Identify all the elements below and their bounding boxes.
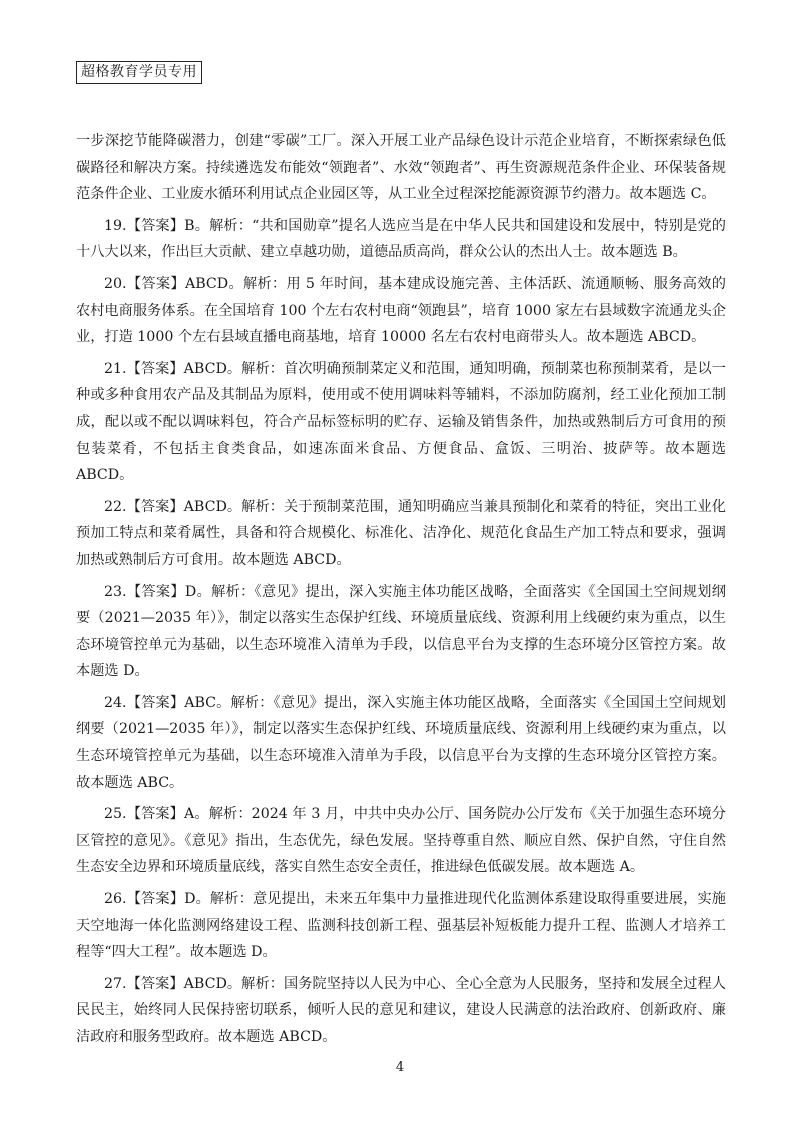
answer-20: 20.【答案】ABCD。解析：用 5 年时间，基本建成设施完善、主体活跃、流通顺畅、服务高效的农村电商服务体系。在全国培育 100 个左右农村电商“领跑县”，培育 1000 家左右县域数字流通龙头企业，打造 1000 个左右县域直播电商基地，培育 10000 名左右农村电商带头人。故本题选 ABCD。: [76, 275, 726, 346]
answer-23: 23.【答案】D。解析：《意见》提出，深入实施主体功能区战略，全面落实《全国国土空间规划纲要（2021—2035 年）》，制定以落实生态保护红线、环境质量底线、资源利用上线硬约束为重点，以生态环境管控单元为基础，以生态环境准入清单为手段，以信息平台为支撑的生态环境分区管控方案。故本题选 D。: [76, 583, 726, 680]
document-body: [76, 128, 726, 1056]
answer-22: 22.【答案】ABCD。解析：关于预制菜范围，通知明确应当兼具预制化和菜肴的特征，突出工业化预加工特点和菜肴属性，具备和符合规模化、标准化、洁净化、规范化食品生产加工特点和要求，强调加热或熟制后方可食用。故本题选 ABCD。: [76, 498, 726, 568]
page-number: 4: [395, 1060, 405, 1075]
answer-21: 21.【答案】ABCD。解析：首次明确预制菜定义和范围，通知明确，预制菜也称预制菜肴，是以一种或多种食用农产品及其制品为原料，使用或不使用调味料等辅料，不添加防腐剂，经工业化预加工制成，配以或不配以调味料包，符合产品标签标明的贮存、运输及销售条件，加热或熟制后方可食用的预包装菜肴，不包括主食类食品，如速冻面米食品、方便食品、盒饭、三明治、披萨等。故本题选 ABCD。: [76, 360, 726, 484]
answer-25: 25.【答案】A。解析：2024 年 3 月，中共中央办公厅、国务院办公厅发布《关于加强生态环境分区管控的意见》。《意见》指出，生态优先，绿色发展。坚持尊重自然、顺应自然、保护自然，守住自然生态安全边界和环境质量底线，落实自然生态安全责任，推进绿色低碳发展。故本题选 A。: [76, 806, 726, 876]
header-label: 超格教育学员专用: [76, 61, 202, 84]
answer-19: 19.【答案】B。解析：“共和国勋章”提名人选应当是在中华人民共和国建设和发展中，特别是党的十八大以来，作出巨大贡献、建立卓越功勋，道德品质高尚，群众公认的杰出人士。故本题选 B。: [76, 217, 726, 261]
answer-24: 24.【答案】ABC。解析：《意见》提出，深入实施主体功能区战略，全面落实《全国国土空间规划纲要（2021—2035 年）》，制定以落实生态保护红线、环境质量底线、资源利用上线硬约束为重点，以生态环境管控单元为基础，以生态环境准入清单为手段，以信息平台为支撑的生态环境分区管控方案。故本题选 ABC。: [76, 694, 726, 791]
answer-26: 26.【答案】D。解析：意见提出，未来五年集中力量推进现代化监测体系建设取得重要进展，实施天空地海一体化监测网络建设工程、监测科技创新工程、强基层补短板能力提升工程、监测人才培养工程等“四大工程”。故本题选 D。: [76, 891, 726, 961]
paragraph-continuation: 一步深挖节能降碳潜力，创建“零碳”工厂。深入开展工业产品绿色设计示范企业培育，不断探索绿色低碳路径和解决方案。持续遴选发布能效“领跑者”、水效“领跑者”、再生资源规范条件企业、环保装备规范条件企业、工业废水循环利用试点企业园区等，从工业全过程深挖能源资源节约潜力。故本题选 C。: [76, 133, 726, 203]
answer-27: 27.【答案】ABCD。解析：国务院坚持以人民为中心、全心全意为人民服务，坚持和发展全过程人民民主，始终同人民保持密切联系，倾听人民的意见和建议，建设人民满意的法治政府、创新政府、廉洁政府和服务型政府。故本题选 ABCD。: [76, 975, 726, 1045]
